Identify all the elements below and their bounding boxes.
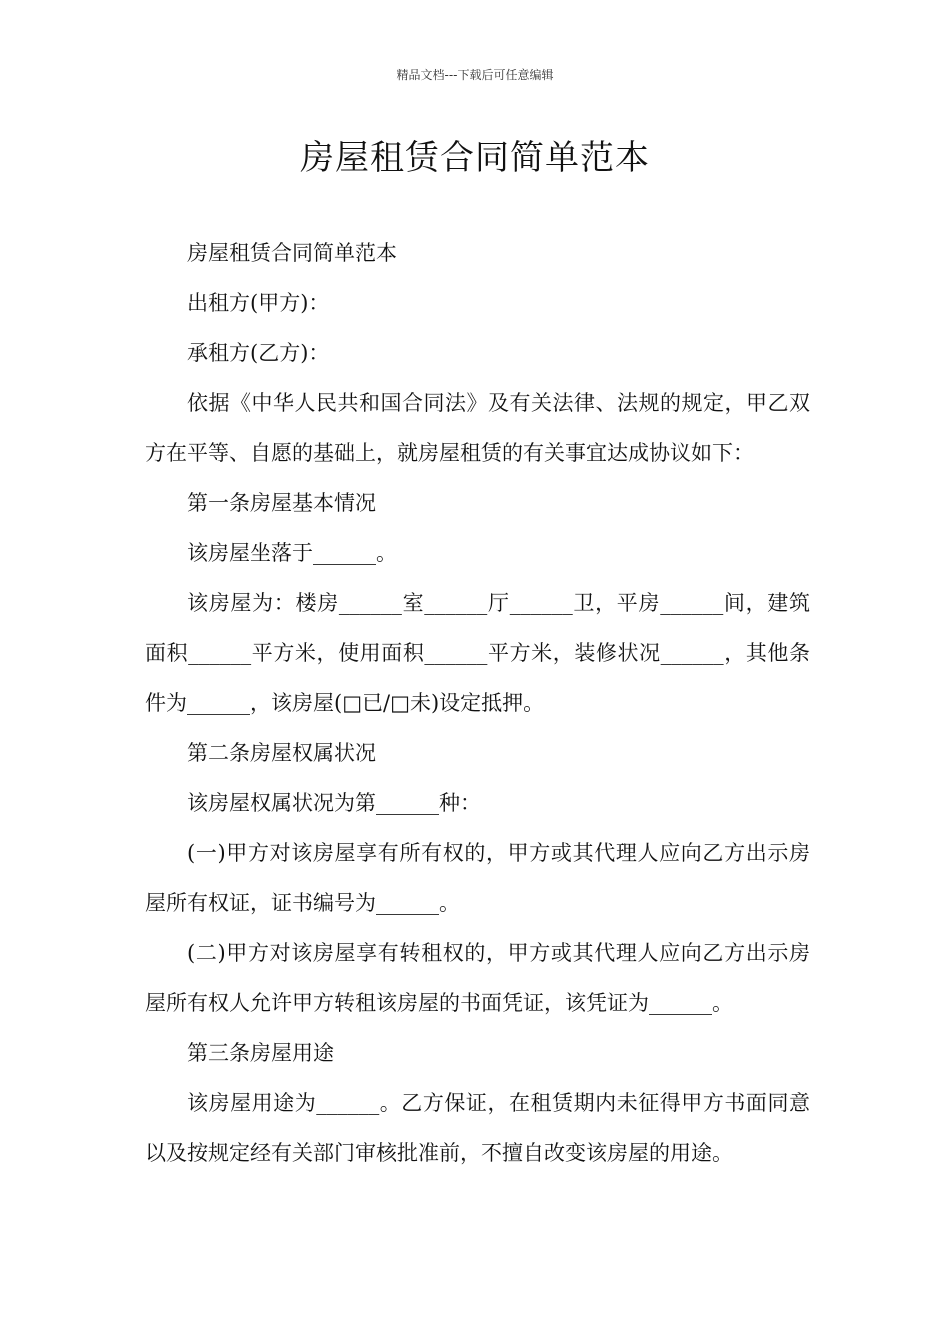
paragraph-preamble: 依据《中华人民共和国合同法》及有关法律、法规的规定，甲乙双方在平等、自愿的基础上，就房屋租赁的有关事宜达成协议如下： bbox=[145, 391, 810, 465]
paragraph-lessor: 出租方(甲方)： bbox=[187, 291, 330, 315]
document-title: 房屋租赁合同简单范本 bbox=[300, 138, 650, 178]
article-2-heading: 第二条房屋权属状况 bbox=[187, 741, 376, 765]
page-header-note: 精品文档---下载后可任意编辑 bbox=[396, 68, 554, 82]
paragraph-ownership-2: (二)甲方对该房屋享有转租权的，甲方或其代理人应向乙方出示房屋所有权人允许甲方转租该房屋的书面凭证，该凭证为______。 bbox=[145, 941, 810, 1015]
document-body bbox=[145, 228, 810, 1178]
paragraph-lessee: 承租方(乙方)： bbox=[187, 341, 330, 365]
paragraph-ownership-type: 该房屋权属状况为第______种： bbox=[187, 791, 481, 815]
article-3-heading: 第三条房屋用途 bbox=[187, 1041, 334, 1065]
paragraph-ownership-1: (一)甲方对该房屋享有所有权的，甲方或其代理人应向乙方出示房屋所有权证，证书编号为______。 bbox=[145, 841, 810, 915]
paragraph-subtitle: 房屋租赁合同简单范本 bbox=[187, 241, 397, 265]
article-1-heading: 第一条房屋基本情况 bbox=[187, 491, 376, 515]
paragraph-usage: 该房屋用途为______。乙方保证，在租赁期内未征得甲方书面同意以及按规定经有关部门审核批准前，不擅自改变该房屋的用途。 bbox=[145, 1091, 810, 1165]
paragraph-house-details: 该房屋为：楼房______室______厅______卫，平房______间，建筑面积______平方米，使用面积______平方米，装修状况______，其他条件为______，该房屋(□已/□未)设定抵押。 bbox=[145, 591, 810, 715]
paragraph-location: 该房屋坐落于______。 bbox=[187, 541, 397, 565]
